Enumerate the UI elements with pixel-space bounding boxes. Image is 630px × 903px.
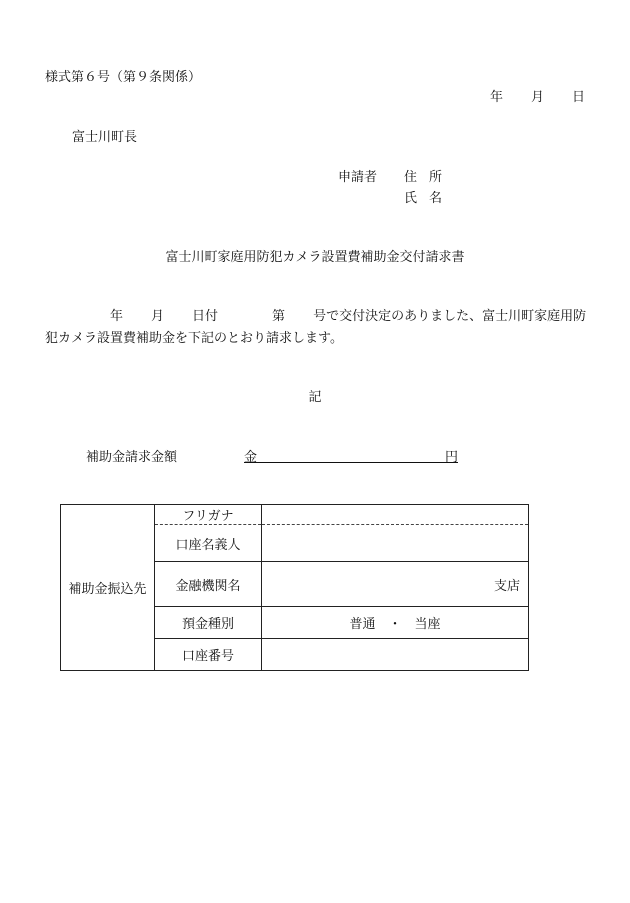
furigana-label: フリガナ: [155, 505, 262, 525]
table-row: [61, 505, 529, 525]
amount-label: 補助金請求金額: [86, 450, 178, 465]
account-holder-label: 口座名義人: [155, 525, 262, 562]
body-month: 月: [151, 309, 165, 324]
document-title: 富士川町家庭用防犯カメラ設置費補助金交付請求書: [165, 250, 465, 265]
amount-kin-label: 金: [244, 450, 258, 465]
ki-heading: 記: [308, 390, 322, 405]
body-number-prefix: 第: [272, 309, 286, 324]
deposit-type-label: 預金種別: [155, 607, 262, 639]
name-label: 氏名: [404, 191, 455, 206]
amount-field: [244, 446, 458, 463]
amount-yen-label: 円: [444, 450, 458, 465]
deposit-type-options: 普通 ・ 当座: [262, 607, 529, 639]
furigana-value: [262, 505, 529, 525]
body-day: 日付: [192, 309, 219, 324]
bank-branch-suffix: 支店: [262, 562, 529, 607]
form-number: 様式第６号（第９条関係）: [45, 70, 202, 85]
recipient: 富士川町長: [72, 130, 138, 145]
account-number-value: [262, 639, 529, 671]
body-line-1: [110, 305, 586, 324]
body-line-2: 犯カメラ設置費補助金を下記のとおり請求します。: [45, 331, 343, 346]
date-year-label: 年: [490, 90, 504, 105]
date-line: [490, 86, 585, 105]
applicant-label: 申請者: [338, 170, 378, 185]
account-table: [60, 504, 529, 671]
bank-name-label: 金融機関名: [155, 562, 262, 607]
section-label: 補助金振込先: [61, 505, 155, 671]
address-label: 住所: [404, 170, 455, 185]
account-holder-value: [262, 525, 529, 562]
body-year: 年: [110, 309, 124, 324]
body-line1-rest: 号で交付決定のありました、富士川町家庭用防: [313, 309, 587, 324]
date-day-label: 日: [572, 90, 586, 105]
date-month-label: 月: [531, 90, 545, 105]
account-number-label: 口座番号: [155, 639, 262, 671]
